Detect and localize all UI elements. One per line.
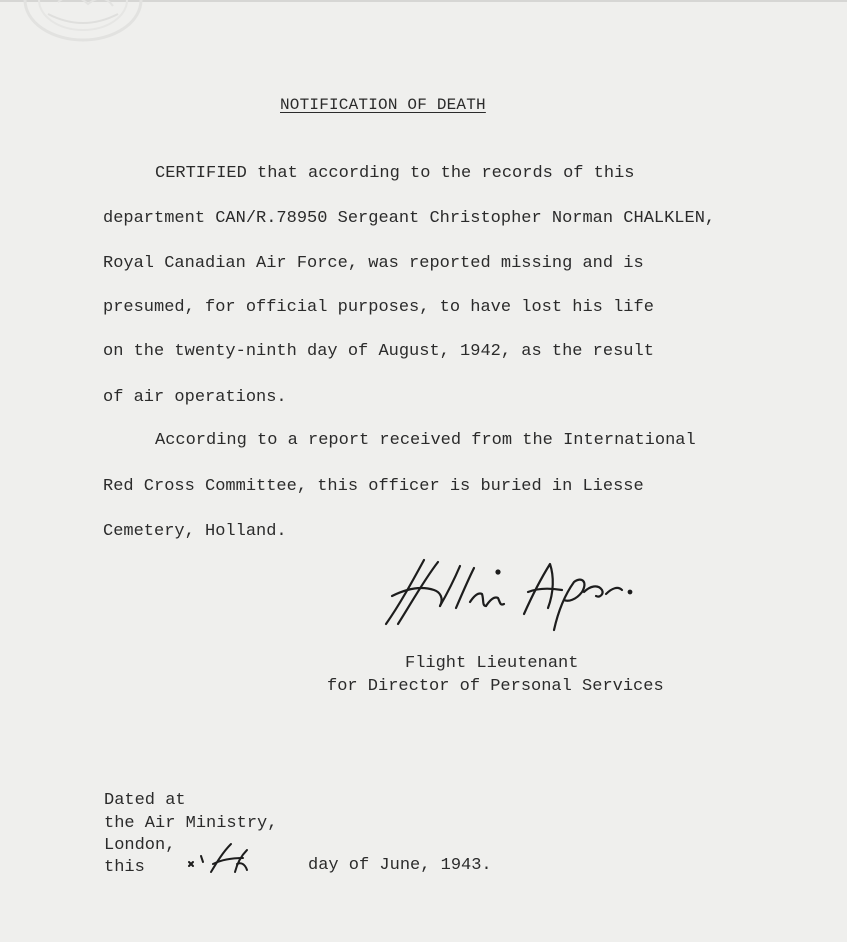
paragraph-2-line-3: Cemetery, Holland. xyxy=(103,522,287,541)
paragraph-1-line-5: on the twenty-ninth day of August, 1942, as the result xyxy=(103,342,654,361)
paragraph-1-line-2: department CAN/R.78950 Sergeant Christopher Norman CHALKLEN, xyxy=(103,209,716,228)
paragraph-1-line-1: CERTIFIED that according to the records of this xyxy=(155,164,635,183)
dated-day-of-june: day of June, 1943. xyxy=(308,856,492,875)
paragraph-2-line-2: Red Cross Committee, this officer is buried in Liesse xyxy=(103,477,644,496)
signatory-role: for Director of Personal Services xyxy=(327,677,664,696)
dated-this-label: this xyxy=(104,858,145,877)
handwritten-signature xyxy=(378,552,648,632)
dated-place-line: the Air Ministry, xyxy=(104,814,278,833)
document-title: NOTIFICATION OF DEATH xyxy=(280,96,486,114)
dated-city-line: London, xyxy=(104,836,176,855)
dated-at-line: Dated at xyxy=(104,791,186,810)
signatory-rank: Flight Lieutenant xyxy=(405,654,579,673)
handwritten-day-mark xyxy=(185,842,255,878)
paragraph-1-line-3: Royal Canadian Air Force, was reported missing and is xyxy=(103,254,644,273)
paragraph-1-line-6: of air operations. xyxy=(103,388,287,407)
embossed-seal-icon xyxy=(18,0,148,46)
paragraph-2-line-1: According to a report received from the International xyxy=(155,431,696,450)
paragraph-1-line-4: presumed, for official purposes, to have lost his life xyxy=(103,298,654,317)
